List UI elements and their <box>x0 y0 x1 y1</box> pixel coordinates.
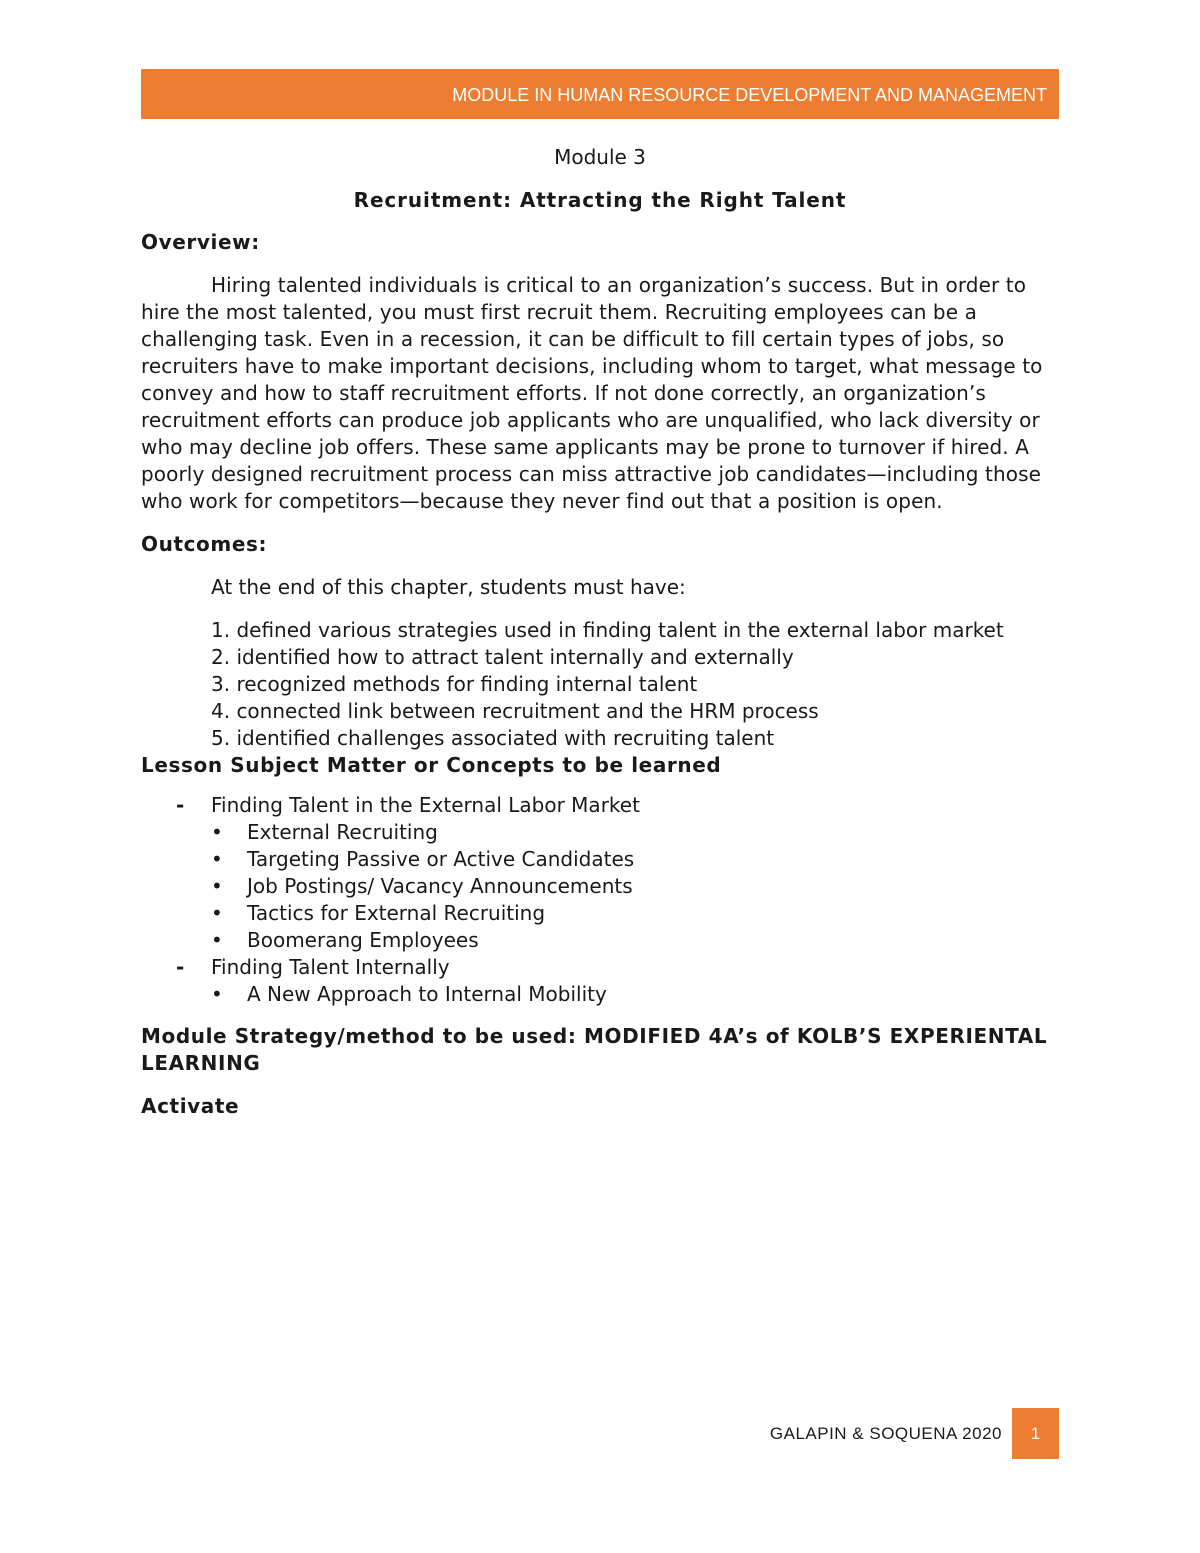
module-strategy: Module Strategy/method to be used: MODIFIED 4A’s of KOLB’S EXPERIENTAL LEARNING <box>141 1024 1048 1075</box>
outcome-item: 2. identified how to attract talent internally and externally <box>211 645 794 669</box>
footer-authors: GALAPIN & SOQUENA 2020 <box>769 1424 1002 1443</box>
concept-topic <box>141 792 1059 954</box>
bullet-icon: • <box>211 982 223 1006</box>
outcomes-heading: Outcomes: <box>141 532 268 556</box>
header-title: MODULE IN HUMAN RESOURCE DEVELOPMENT AND MANAGEMENT <box>452 85 1047 105</box>
activate-heading: Activate <box>141 1094 240 1118</box>
subtopic-item <box>141 927 1059 954</box>
subtopic-item <box>141 873 1059 900</box>
outcomes-intro: At the end of this chapter, students must have: <box>211 575 686 599</box>
outcomes-list <box>141 617 1059 752</box>
outcome-item: 4. connected link between recruitment and the HRM process <box>211 699 819 723</box>
outcome-item: 5. identified challenges associated with recruiting talent <box>211 726 775 750</box>
bullet-icon: • <box>211 820 223 844</box>
overview-paragraph: Hiring talented individuals is critical to an organization’s success. But in order to hire the most talented, you must first recruit them. Recruiting employees can be a challenging task. Even in a recession, it can be difficult to fill certain types of jobs, so recruiters have to make important decisions, including whom to target, what message to convey and how to staff recruitment efforts. If not done correctly, an organization’s recruitment efforts can produce job applicants who are unqualified, who lack diversity or who may decline job offers. These same applicants may be prone to turnover if hired. A poorly designed recruitment process can miss attractive job candidates—including those who work for competitors—because they never find out that a position is open. <box>141 273 1043 513</box>
bullet-icon: • <box>211 874 223 898</box>
subtopic-label: Job Postings/ Vacancy Announcements <box>247 874 633 898</box>
document-title: Recruitment: Attracting the Right Talent <box>353 188 847 212</box>
outcome-item: 1. defined various strategies used in finding talent in the external labor market <box>211 618 1004 642</box>
subtopic-list <box>141 981 1059 1008</box>
header-bar <box>141 69 1059 119</box>
bullet-icon: • <box>211 901 223 925</box>
bullet-icon: • <box>211 847 223 871</box>
page-number: 1 <box>1012 1408 1059 1459</box>
subtopic-label: External Recruiting <box>247 820 438 844</box>
subtopic-item <box>141 900 1059 927</box>
subtopic-item <box>141 846 1059 873</box>
dash-bullet: - <box>176 793 185 817</box>
subtopic-item <box>141 819 1059 846</box>
subtopic-label: Targeting Passive or Active Candidates <box>247 847 635 871</box>
outcome-item: 3. recognized methods for finding internal talent <box>211 672 698 696</box>
subtopic-label: Tactics for External Recruiting <box>247 901 546 925</box>
subtopic-list <box>141 819 1059 954</box>
topic-label: Finding Talent in the External Labor Market <box>211 793 640 817</box>
document-body <box>141 144 1059 1119</box>
topic-label: Finding Talent Internally <box>211 955 450 979</box>
overview-heading: Overview: <box>141 230 260 254</box>
concepts-list <box>141 792 1059 1008</box>
subtopic-item <box>141 981 1059 1008</box>
concept-topic <box>141 954 1059 1008</box>
module-number: Module 3 <box>554 145 646 169</box>
lesson-heading: Lesson Subject Matter or Concepts to be learned <box>141 753 722 777</box>
subtopic-label: Boomerang Employees <box>247 928 479 952</box>
dash-bullet: - <box>176 955 185 979</box>
subtopic-label: A New Approach to Internal Mobility <box>247 982 607 1006</box>
bullet-icon: • <box>211 928 223 952</box>
